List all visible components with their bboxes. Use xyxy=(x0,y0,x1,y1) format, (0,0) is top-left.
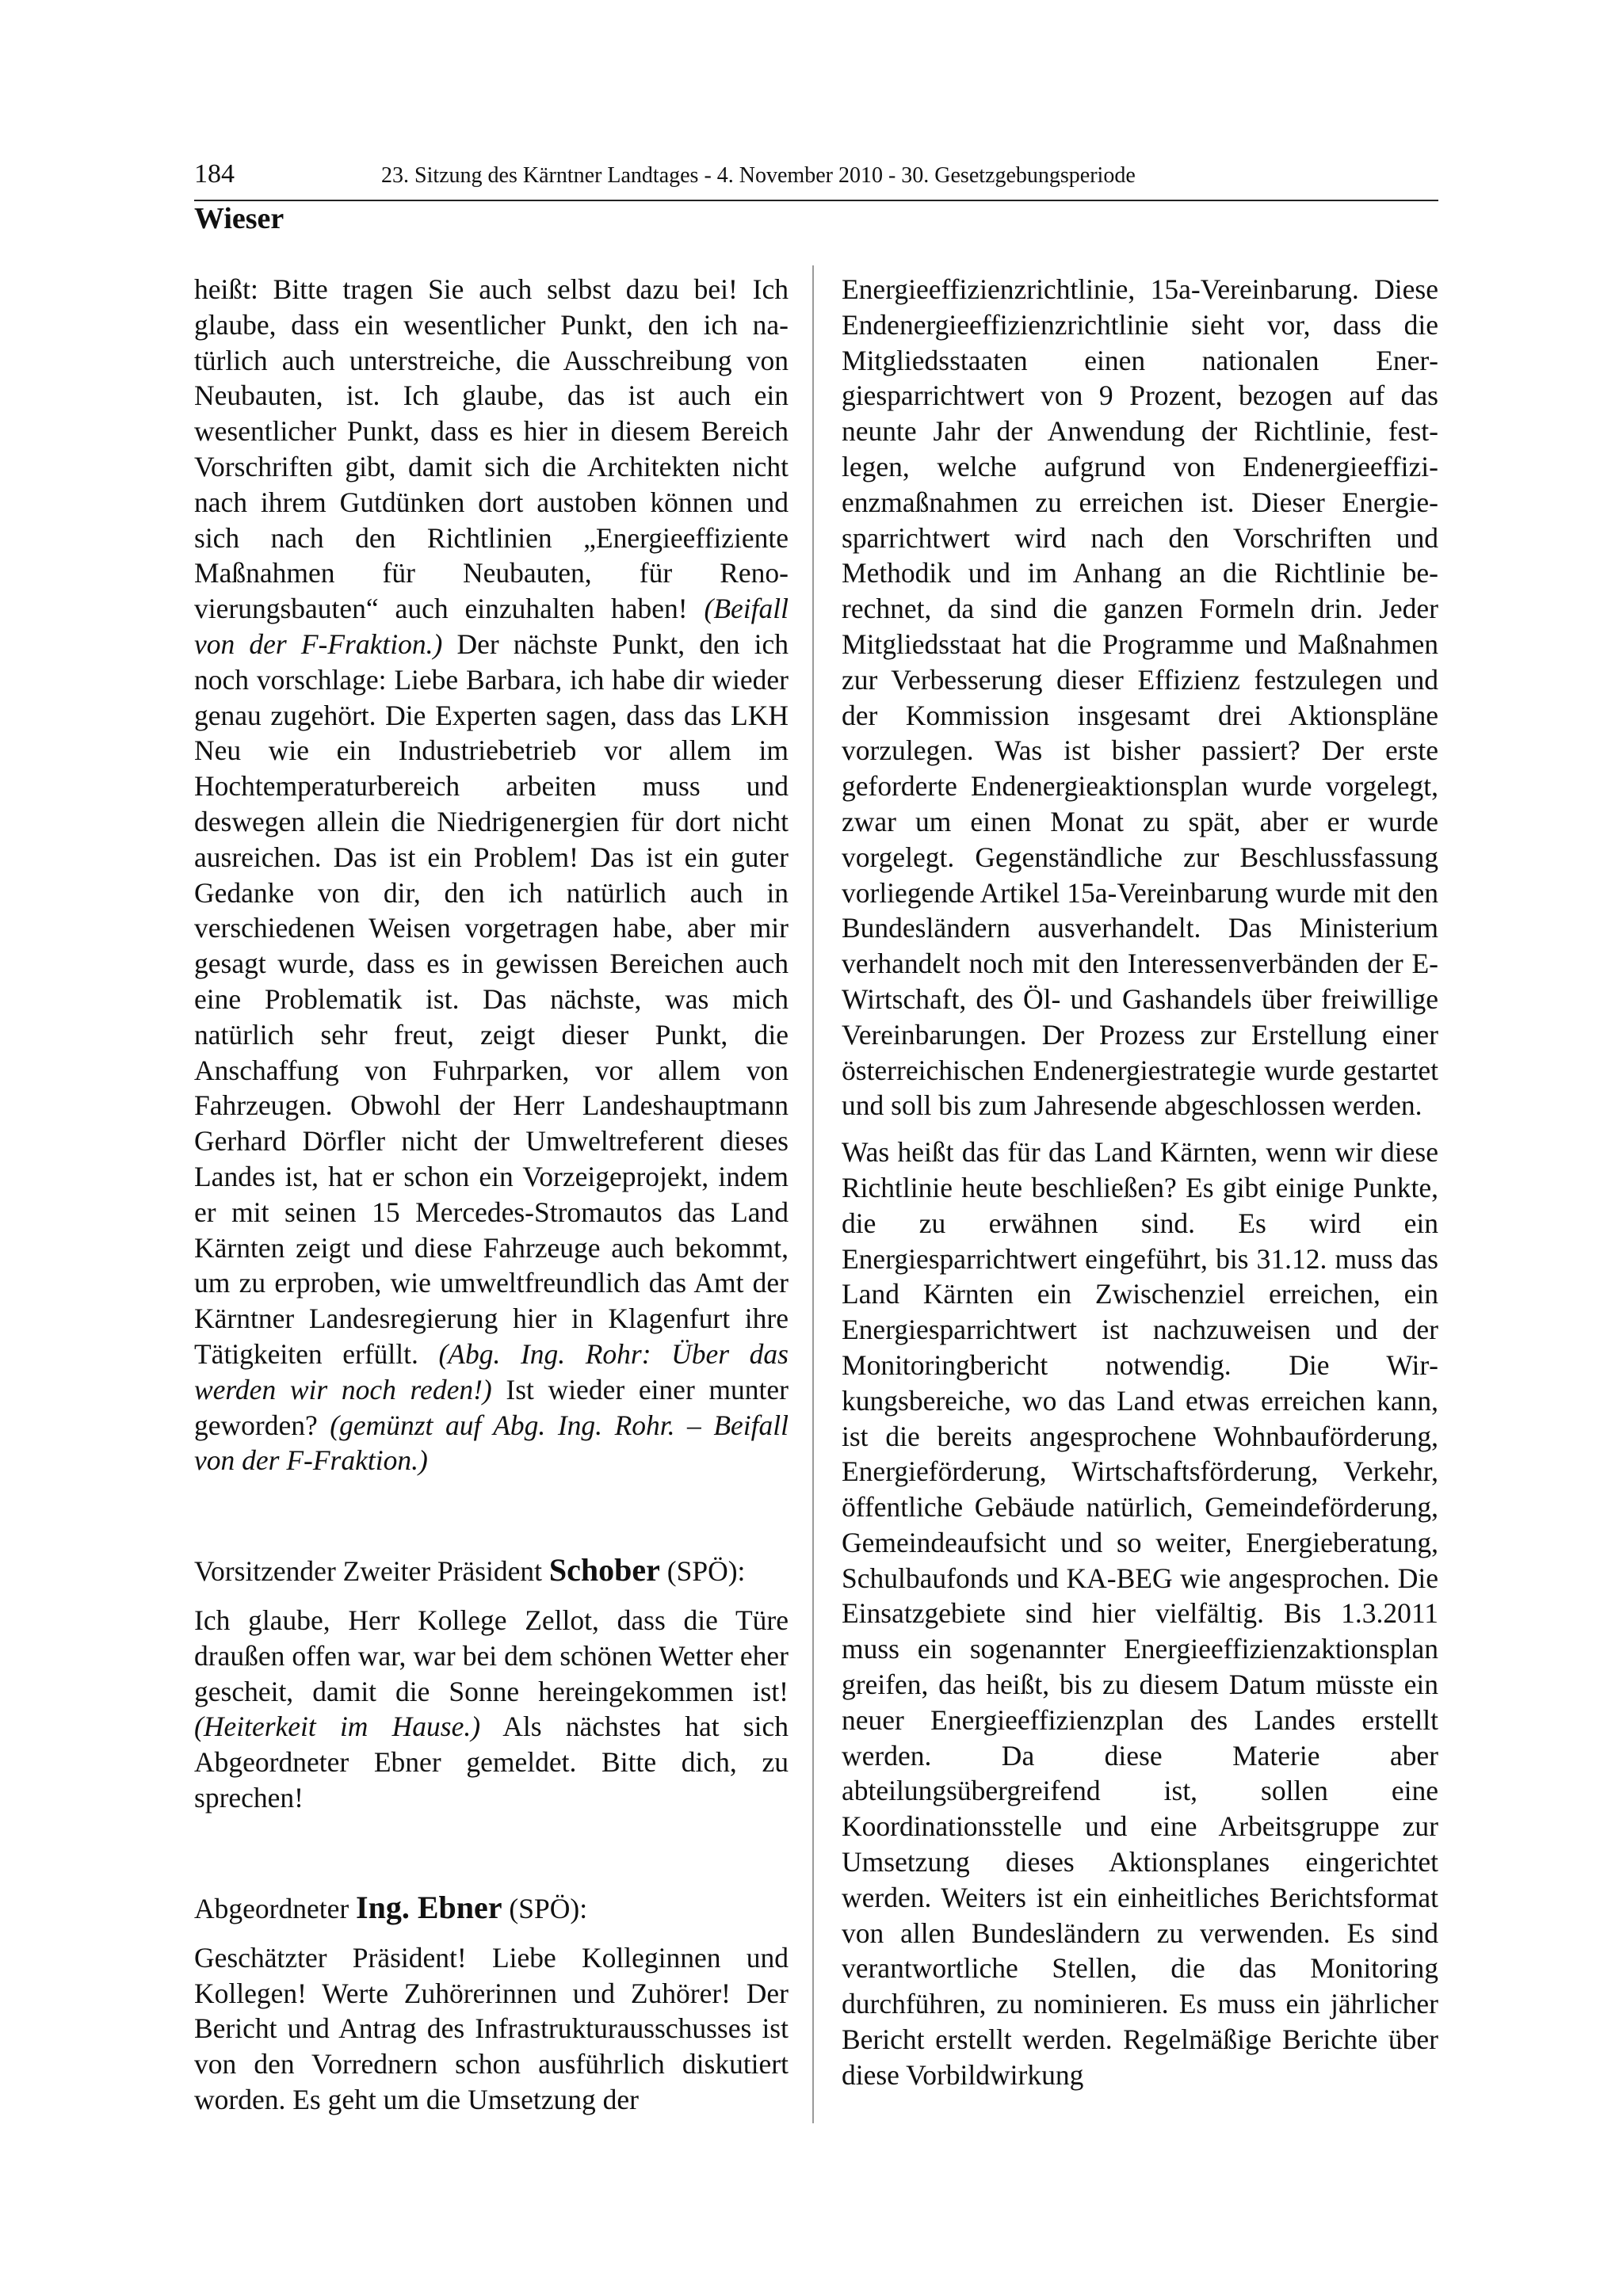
column-divider xyxy=(812,265,814,2123)
interjection: (Heiterkeit im Hause.) xyxy=(194,1711,481,1743)
speech-text: Ich glaube, Herr Kollege Zellot, dass die Türe draußen offen war, war bei dem schönen Wetter eher gescheit, damit die Sonne hereingekommen ist! xyxy=(194,1604,789,1707)
paragraph xyxy=(194,272,789,1478)
interjection: (Abg. Ing. Rohr: Über das werden wir noch reden!) xyxy=(194,1337,789,1405)
running-title: 23. Sitzung des Kärntner Landtages - 4. November 2010 - 30. Gesetzgebungsperiode xyxy=(381,163,1136,188)
speaker-name: Schober xyxy=(548,1552,660,1589)
paragraph: Was heißt das für das Land Kärnten, wenn wir diese Richtlinie heute beschließen? Es gibt einige Punkte, die zu erwähnen sind. Es wird ein Energiesparrichtwert eingeführt, bis 31.12. muss das Land Kärnten ein Zwischenziel erreichen, ein Energiesparrichtwert ist nachzuweisen und der Monitoringbericht notwendig. Die Wirkungsbereiche, wo das Land etwas erreichen kann, ist die bereits angesprochene Wohnbauförderung, Energieförderung, Wirtschaftsförderung, Verkehr, öffentliche Gebäude natürlich, Gemeindeförderung, Gemeindeaufsicht und so weiter, Energieberatung, Schulbaufonds und KA-BEG wie angesprochen. Die Einsatzgebiete sind hier vielfältig. Bis 1.3.2011 muss ein sogenannter Energieeffizienzaktionsplan greifen, das heißt, bis zu diesem Datum müsste ein neuer Energieeffizienzplan des Landes erstellt werden. Da diese Materie aber abteilungsübergreifend ist, sollen eine Koordinationsstelle und eine Arbeitsgruppe zur Umsetzung dieses Aktionsplanes eingerichtet werden. Weiters ist ein einheitliches Berichtsformat von allen Bundesländern zu verwenden. Es sind verantwortliche Stellen, die das Monitoring durchführen, zu nominieren. Es muss ein jährlicher Bericht erstellt werden. Regelmäßige Berichte über diese Vorbildwirkung xyxy=(842,1136,1438,2091)
speech-text: Der nächste Punkt, den ich noch vorschlage: Liebe Barbara, ich habe dir wieder genau zugehört. Die Experten sagen, dass das LKH Neu wie ein Industriebetrieb vor allem im Hochtemperaturbereich arbeiten muss und deswegen allein die Niedrigenergien für dort nicht ausreichen. Das ist ein Problem! Das ist ein guter Gedanke von dir, den ich natürlich auch in verschiedenen Weisen vorgetragen habe, aber mir gesagt wurde, dass es in gewissen Bereichen auch eine Problematik ist. Das nächste, was mich natürlich sehr freut, zeigt dieser Punkt, die Anschaffung von Fuhrparken, vor allem von Fahrzeugen. Obwohl der Herr Landeshauptmann Gerhard Dörfler nicht der Umweltreferent dieses Landes ist, hat er schon ein Vorzeigeprojekt, indem er mit seinen 15 Mercedes-Stromautos das Land Kärnten zeigt und diese Fahrzeuge auch bekommt, um zu erproben, wie umweltfreundlich das Amt der Kärntner Landesregierung hier in Klagenfurt ihre Tätigkeiten erfüllt. xyxy=(194,627,789,1370)
speaker-role: Abgeordneter xyxy=(194,1892,349,1924)
speaker-heading xyxy=(194,1551,789,1590)
speech-text: Als nächstes hat sich Abgeordneter Ebner gemeldet. Bitte dich, zu sprechen! xyxy=(194,1711,789,1814)
right-column xyxy=(842,272,1438,2093)
speech-text: heißt: Bitte tragen Sie auch selbst dazu bei! Ich glaube, dass ein wesentlicher Punkt, den ich natürlich auch unterstreiche, die Ausschreibung von Neubauten, ist. Ich glaube, das ist auch ein wesentlicher Punkt, dass es hier in diesem Bereich Vorschriften gibt, damit sich die Architekten nicht nach ihrem Gutdünken dort austoben können und sich nach den Richtlinien „Energieeffiziente Maßnahmen für Neubauten, für Renovierungsbauten“ auch einzuhalten haben! xyxy=(194,273,789,625)
speaker-name: Ing. Ebner xyxy=(356,1889,502,1925)
paragraph xyxy=(194,1603,789,1816)
page-header xyxy=(194,155,1438,201)
speaker-party: (SPÖ): xyxy=(666,1555,746,1588)
paragraph: Geschätzter Präsident! Liebe Kolleginnen und Kollegen! Werte Zuhörerinnen und Zuhörer! Der Bericht und Antrag des Infrastrukturausschusses ist von den Vorrednern schon ausführlich diskutiert worden. Es geht um die Umsetzung der xyxy=(194,1941,789,2116)
interjection: (gemünzt auf Abg. Ing. Rohr. – Beifall von der F-Fraktion.) xyxy=(194,1409,789,1477)
speaker-tag: Wieser xyxy=(194,202,285,235)
speaker-heading xyxy=(194,1889,789,1928)
paragraph: Energieeffizienzrichtlinie, 15a-Vereinbarung. Diese Endenergieeffizienzrichtlinie sieht vor, dass die Mitgliedsstaaten einen nationalen Energiesparrichtwert von 9 Prozent, bezogen auf das neunte Jahr der Anwendung der Richtlinie, festlegen, welche aufgrund von Endenergieeffizienzmaßnahmen zu erreichen ist. Dieser Energiesparrichtwert wird nach den Vorschriften und Methodik und im Anhang an die Richtlinie berechnet, da sind die ganzen Formeln drin. Jeder Mitgliedsstaat hat die Programme und Maßnahmen zur Verbesserung dieser Effizienz festzulegen und der Kommission insgesamt drei Aktionspläne vorzulegen. Was ist bisher passiert? Der erste geforderte Endenergieaktionsplan wurde vorgelegt, zwar um einen Monat zu spät, aber er wurde vorgelegt. Gegenständliche zur Beschlussfassung vorliegende Artikel 15a-Vereinbarung wurde mit den Bundesländern ausverhandelt. Das Ministerium verhandelt noch mit den Interessenverbänden der E-Wirtschaft, des Öl- und Gashandels über freiwillige Vereinbarungen. Der Prozess zur Erstellung einer österreichischen Endenergiestrategie wurde gestartet und soll bis zum Jahresende abgeschlossen werden. xyxy=(842,273,1438,1122)
speaker-role: Vorsitzender Zweiter Präsident xyxy=(194,1555,543,1588)
speaker-party: (SPÖ): xyxy=(509,1892,588,1924)
speech-text: Ist wieder einer munter geworden? xyxy=(194,1373,789,1441)
left-column xyxy=(194,272,789,2118)
page-number: 184 xyxy=(194,159,235,189)
interjection: (Beifall von der F-Fraktion.) xyxy=(194,593,789,660)
